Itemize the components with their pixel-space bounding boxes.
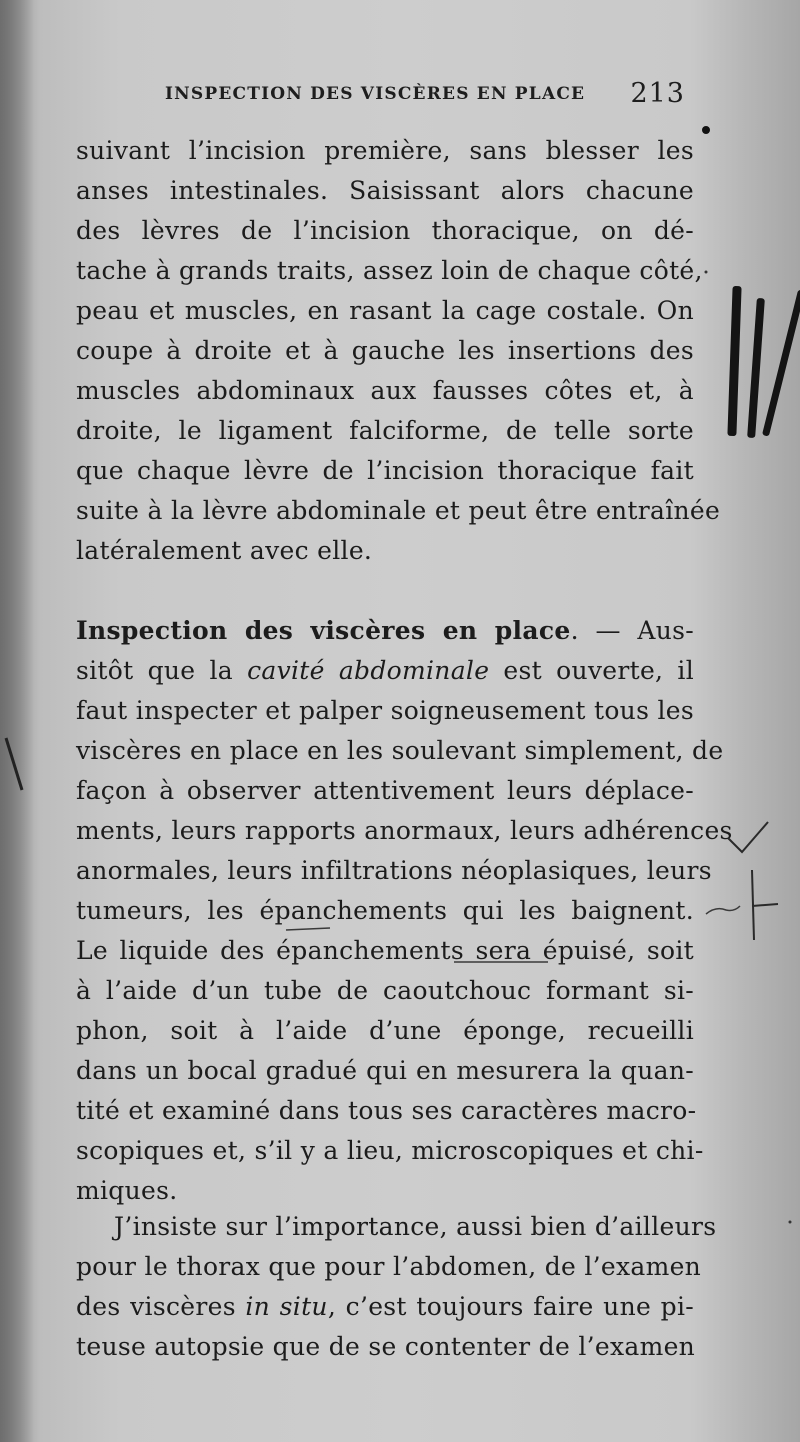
text-line: droite, le ligament falciforme, de telle sorte [76, 416, 694, 445]
text-line: suite à la lèvre abdominale et peut être entraînée [76, 496, 721, 525]
text-line: miques. [76, 1176, 178, 1205]
text-line: ments, leurs rapports anormaux, leurs adhérences [76, 816, 733, 845]
text-run: est ouverte, il [489, 656, 694, 685]
text-line: phon, soit à l’aide d’une éponge, recueilli [76, 1016, 694, 1045]
italic-term: cavité abdominale [247, 656, 490, 685]
text-line: anormales, leurs infiltrations néoplasiques, leurs [76, 856, 712, 885]
text-line: pour le thorax que pour l’abdomen, de l’examen [76, 1252, 702, 1281]
margin-tick-stroke [752, 904, 778, 906]
text-run: , c’est toujours faire une pi- [327, 1292, 694, 1321]
check-mark [728, 822, 768, 852]
text-line: anses intestinales. Saisissant alors chacune [76, 176, 694, 205]
stray-dot [705, 271, 708, 274]
text-line: scopiques et, s’il y a lieu, microscopiques et chi- [76, 1136, 704, 1165]
text-line: faut inspecter et palper soigneusement tous les [76, 696, 694, 725]
running-title: INSPECTION DES VISCÈRES EN PLACE [165, 84, 586, 104]
text-line: suivant l’incision première, sans blesser les [76, 136, 694, 165]
text-line: viscères en place en les soulevant simplement, de [76, 736, 724, 765]
text-line: à l’aide d’un tube de caoutchouc formant si- [76, 976, 694, 1005]
text-line: tumeurs, les épanchements qui les baignent. [76, 896, 694, 925]
text-line: Le liquide des épanchements sera épuisé, soit [76, 936, 694, 965]
text-line: muscles abdominaux aux fausses côtes et, à [76, 376, 694, 405]
text-line: coupe à droite et à gauche les insertions des [76, 336, 694, 365]
section-heading-dash: . — Aus- [570, 616, 694, 645]
left-margin-stroke [6, 738, 22, 790]
text-run: des viscères [76, 1292, 246, 1321]
text-line: façon à observer attentivement leurs déplace- [76, 776, 694, 805]
text-line: latéralement avec elle. [76, 536, 373, 565]
italic-term: in situ [245, 1292, 328, 1321]
stray-dot [702, 126, 710, 134]
pencil-mark [286, 928, 330, 930]
text-line: peau et muscles, en rasant la cage costale. On [76, 296, 694, 325]
text-run: sitôt que la [76, 656, 248, 685]
text-line: tache à grands traits, assez loin de chaque côté, [76, 256, 703, 285]
text-line: des lèvres de l’incision thoracique, on dé- [76, 216, 694, 245]
section-heading: Inspection des viscères en place [76, 616, 571, 645]
page-number: 213 [630, 78, 685, 109]
stray-dot [789, 1221, 792, 1224]
text-line: dans un bocal gradué qui en mesurera la quan- [76, 1056, 694, 1085]
margin-squiggle [706, 906, 740, 914]
text-line: que chaque lèvre de l’incision thoracique fait [76, 456, 694, 485]
text-line: teuse autopsie que de se contenter de l’examen [76, 1332, 696, 1361]
text-line: J’insiste sur l’importance, aussi bien d’ailleurs [114, 1212, 717, 1241]
text-line: tité et examiné dans tous ses caractères macro- [76, 1096, 697, 1125]
